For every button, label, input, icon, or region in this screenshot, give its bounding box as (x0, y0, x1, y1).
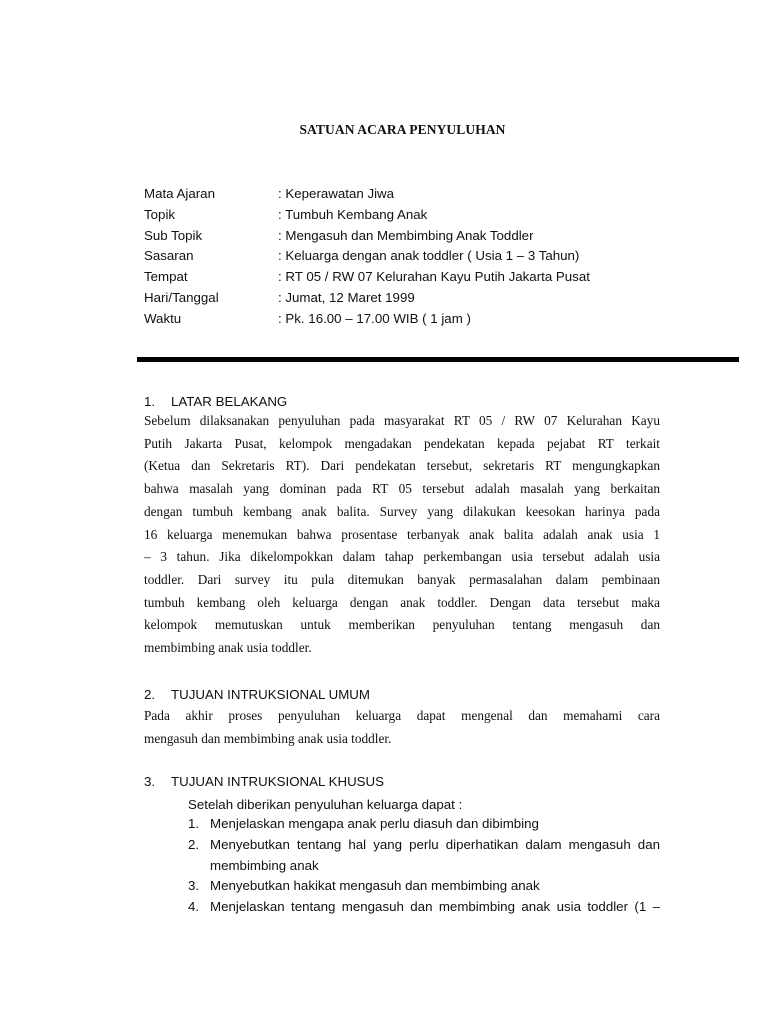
info-label: Waktu (144, 310, 182, 326)
paragraph-line: toddler. Dari survey itu pula ditemukan banyak permasalahan dalam pembinaan (144, 571, 660, 587)
paragraph-line: Putih Jakarta Pusat, kelompok mengadakan pendekatan kepada pejabat RT terkait (144, 435, 660, 451)
list-item-number: 4. (188, 899, 200, 915)
info-label: Sasaran (144, 248, 194, 264)
list-item-text (210, 814, 660, 835)
list-item (188, 814, 660, 835)
list-item-line: Menyebutkan hakikat mengasuh dan membimbing anak (210, 878, 540, 894)
info-table (144, 184, 590, 330)
info-label: Mata Ajaran (144, 186, 215, 201)
info-value: : Keperawatan Jiwa (278, 186, 395, 201)
document-title: SATUAN ACARA PENYULUHAN (299, 122, 506, 137)
section-heading-text: TUJUAN INTRUKSIONAL KHUSUS (171, 774, 385, 789)
paragraph-line: mengasuh dan membimbing anak usia toddler. (144, 730, 392, 746)
info-value: : Tumbuh Kembang Anak (278, 206, 428, 222)
list-item-text (210, 876, 660, 897)
paragraph-line: bahwa masalah yang dominan pada RT 05 tersebut adalah masalah yang berkaitan (144, 481, 660, 497)
section-heading-tujuan-khusus (144, 773, 384, 790)
section-number: 1. (144, 394, 156, 409)
info-value: : Jumat, 12 Maret 1999 (278, 289, 415, 305)
info-value: : RT 05 / RW 07 Kelurahan Kayu Putih Jakarta Pusat (278, 269, 590, 285)
paragraph-line: tumbuh kembang oleh keluarga dengan anak toddler. Dengan data tersebut maka (144, 594, 660, 610)
info-value: : Mengasuh dan Membimbing Anak Toddler (278, 227, 534, 243)
info-label: Tempat (144, 269, 188, 285)
info-value: : Keluarga dengan anak toddler ( Usia 1 – 3 Tahun) (278, 248, 580, 264)
info-label: Hari/Tanggal (144, 289, 219, 305)
section-heading-text: TUJUAN INTRUKSIONAL UMUM (171, 687, 370, 702)
paragraph-latar-belakang (144, 410, 660, 660)
paragraph-line: Pada akhir proses penyuluhan keluarga dapat mengenal dan memahami cara (144, 708, 660, 723)
info-row (144, 267, 590, 288)
section-number: 2. (144, 687, 156, 702)
section-heading-latar-belakang (144, 393, 287, 410)
info-row (144, 288, 590, 309)
list-item (188, 897, 660, 918)
list-item-text (210, 897, 660, 918)
info-row (144, 184, 590, 205)
objectives-list (188, 814, 660, 918)
paragraph-line: (Ketua dan Sekretaris RT). Dari pendekatan tersebut, sekretaris RT mengungkapkan (144, 458, 660, 474)
info-label: Topik (144, 206, 176, 222)
list-item-text (210, 835, 660, 877)
list-item (188, 835, 660, 877)
list-item-line: Menyebutkan tentang hal yang perlu diperhatikan dalam mengasuh dan (210, 836, 660, 852)
info-row (144, 205, 590, 226)
paragraph-line: – 3 tahun. Jika dikelompokkan dalam tahap perkembangan usia tersebut adalah usia (144, 549, 660, 565)
paragraph-tujuan-umum (144, 705, 660, 750)
section-number: 3. (144, 774, 156, 789)
paragraph-line: 16 keluarga menemukan bahwa prosentase terbanyak anak balita adalah anak usia 1 (144, 526, 660, 542)
info-row (144, 309, 590, 330)
section-heading-text: LATAR BELAKANG (171, 394, 288, 409)
list-item-line: membimbing anak (210, 857, 319, 873)
list-item-line: Menjelaskan mengapa anak perlu diasuh dan dibimbing (210, 816, 539, 831)
objectives-intro: Setelah diberikan penyuluhan keluarga dapat : (188, 797, 463, 812)
info-row (144, 226, 590, 247)
list-item-number: 2. (188, 836, 200, 852)
list-item-number: 1. (188, 816, 200, 831)
paragraph-line: kelompok memutuskan untuk memberikan penyuluhan tentang mengasuh dan (144, 617, 660, 633)
paragraph-line: dengan tumbuh kembang anak balita. Survey yang dilakukan keesokan harinya pada (144, 503, 660, 519)
info-row (144, 246, 590, 267)
list-item-number: 3. (188, 878, 200, 894)
info-label: Sub Topik (144, 227, 203, 243)
info-value: : Pk. 16.00 – 17.00 WIB ( 1 jam ) (278, 310, 471, 326)
section-heading-tujuan-umum (144, 686, 370, 703)
paragraph-line: Sebelum dilaksanakan penyuluhan pada masyarakat RT 05 / RW 07 Kelurahan Kayu (144, 413, 660, 428)
list-item-line: Menjelaskan tentang mengasuh dan membimbing anak usia toddler (1 – (210, 899, 660, 915)
paragraph-line: membimbing anak usia toddler. (144, 640, 312, 656)
list-item (188, 876, 660, 897)
horizontal-divider (137, 357, 739, 362)
